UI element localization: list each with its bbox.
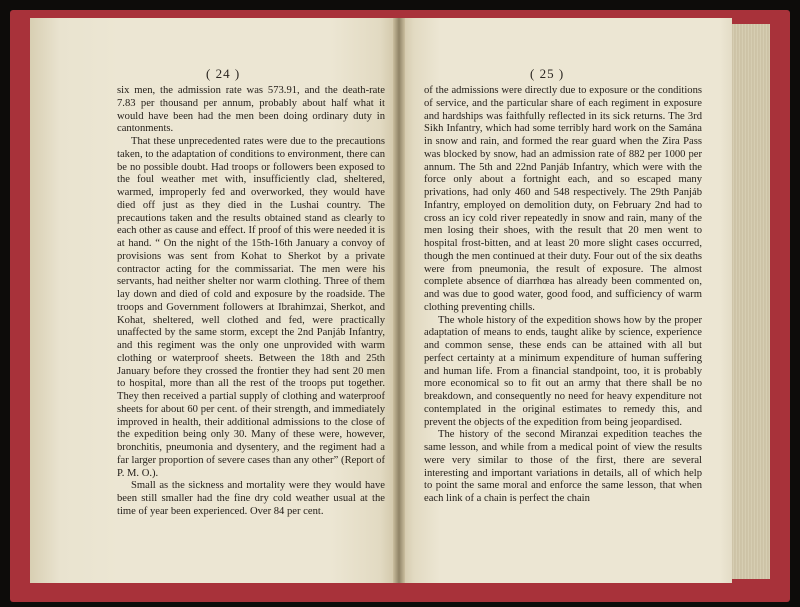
left-page-number: ( 24 )	[206, 66, 241, 81]
right-page-text	[424, 85, 702, 506]
left-paragraph-3: Small as the sickness and mortality were they would have been still smaller had the fine dry cold weather usual at the time of year been experienced. Over 84 per cent.	[117, 480, 385, 517]
book-gutter	[393, 18, 405, 583]
right-page-edges	[732, 24, 770, 579]
left-paragraph-2: That these unprecedented rates were due to the precautions taken, to the adaptation of conditions to environment, there can be no possible doubt. Had troops or followers been exposed to the foul weather met with, insufficiently clad, sheltered, warmed, improperly fed and overworked, they would have died off just as they died in the Lushai country. The precautions taken and the results obtained stand as clearly to each other as cause and effect. If proof of this were needed it is at hand. “ On the night of the 15th-16th January a convoy of provisions was sent from Kohat to Sherkot by a private contractor acting for the commissariat. The men were his servants, had neither shelter nor warm clothing. Three of them lay down and died of cold and exposure by the roadside. The troops and Government followers at Ibrahimzai, Sherkot, and Kohat, sheltered, well clothed and fed, were practically unaffected by the same storm, except the 2nd Panjáb Infantry, and this regiment was the only one unprovided with warm clothing or waterproof sheets. Between the 18th and 25th January before they crossed the frontier they had sent 20 men to hospital, more than all the rest of the troops put together. They then received a partial supply of clothing and waterproof sheets for about 60 per cent. of their strength, and immediately improved in health, their additional admissions to the close of the expedition being only 30. Many of these were, however, bronchitis, pneumonia and dysentery, and the regiment had a far larger proportion of severe cases than any other” (Report of P. M. O.).	[117, 136, 385, 479]
right-page-number: ( 25 )	[530, 66, 565, 81]
right-paragraph-2: The whole history of the expedition shows how by the proper adaptation of means to ends, taught alike by science, experience and common sense, these ends can be attained with all but perfect certainty at a minimum expenditure of human suffering and human life. From a financial standpoint, too, it is probably more economical so to fit out an army that there shall be no breakdown, and consequently no need for heavy expenditure not contemplated in the original estimates to remedy this, and prevent the objects of the expedition from being jeopardised.	[424, 314, 702, 428]
left-paragraph-1: six men, the admission rate was 573.91, and the death-rate 7.83 per thousand per annum, probably about half what it would have been had the men been doing ordinary duty in cantonments.	[117, 85, 385, 135]
right-paragraph-1: of the admissions were directly due to exposure or the conditions of service, and the particular share of each regiment in exposure and hardships was faithfully reflected in its sick returns. The 3rd Sikh Infantry, which had some terribly hard work on the Samána in snow and rain, and formed the rear guard when the Zira Pass was blocked by snow, had an admission rate of 882 per 1000 per annum. The 5th and 22nd Panjáb Infantry, which were with the force only about a fortnight each, and so escaped many privations, had only 460 and 548 respectively. The 29th Panjáb Infantry, employed on demolition duty, on February 2nd had to cross an icy cold river repeatedly in snow and rain, many of the men losing their shoes, with the result that 20 men went to hospital frost-bitten, and at least 20 more slight cases occurred, though the men continued at their duty. Four out of the six deaths were from pneumonia, the result of exposure. The almost complete absence of diarrhœa has already been commented on, and was due to good water, good food, and sufficiency of warm clothing preventing chills.	[424, 85, 702, 313]
right-paragraph-3: The history of the second Miranzai expedition teaches the same lesson, and while from a medical point of view the results were very similar to those of the first, there are several interesting and important variations in details, all of which help to point the same moral and enforce the same lesson, that when each link of a chain is perfect the chain	[424, 429, 702, 504]
left-page-text	[117, 85, 385, 519]
